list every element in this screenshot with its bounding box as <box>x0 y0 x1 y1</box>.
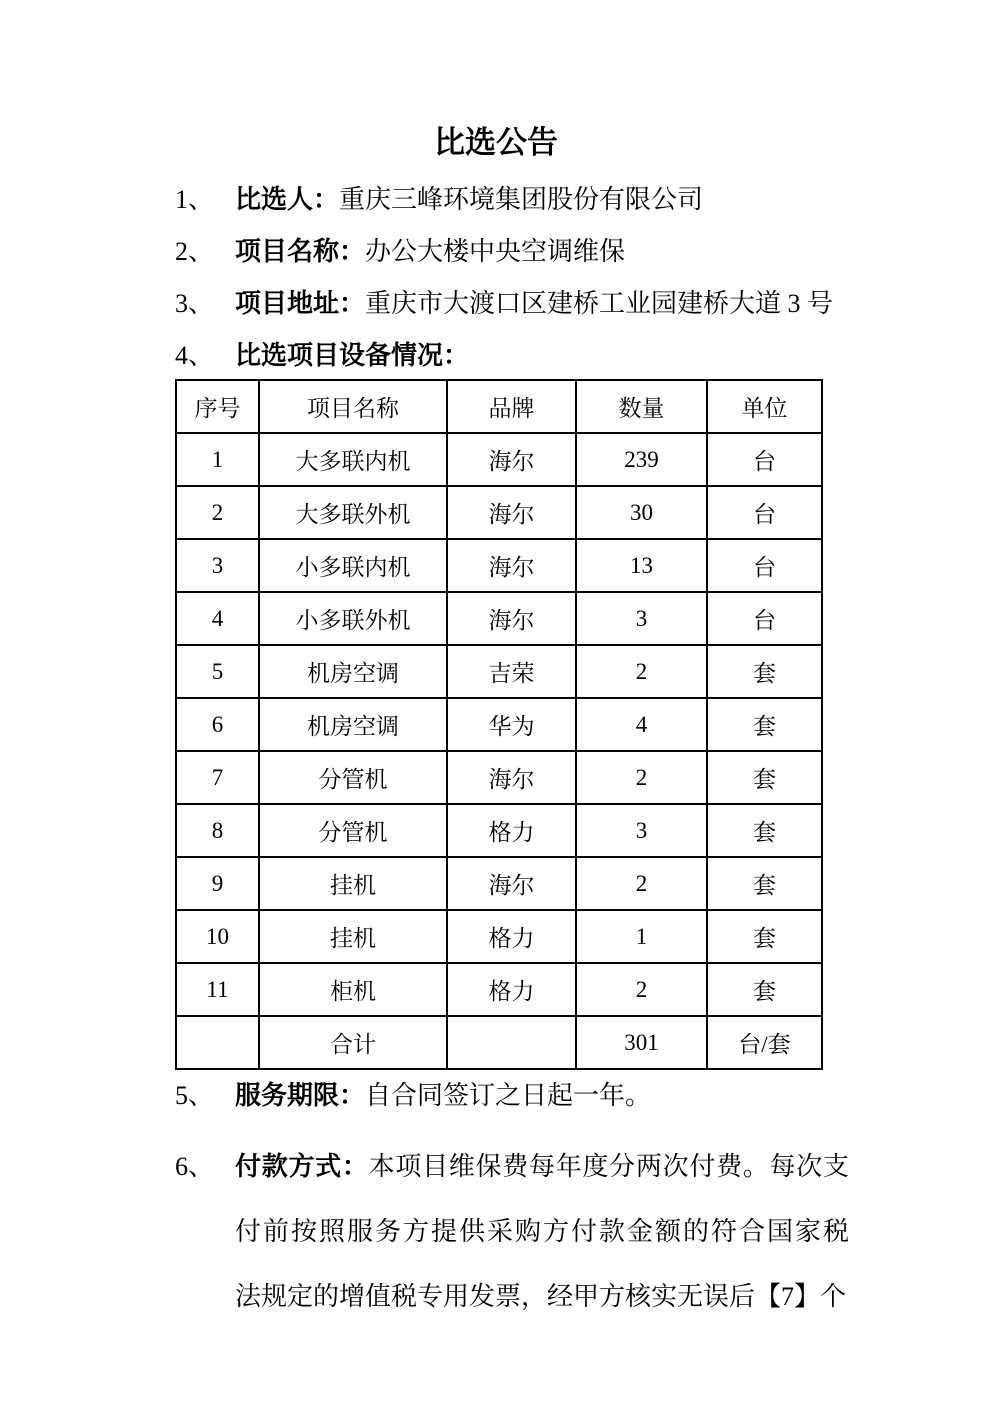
item-number: 3、 <box>175 289 215 318</box>
table-cell: 3 <box>576 592 707 645</box>
table-cell: 套 <box>707 645 822 698</box>
table-cell: 2 <box>576 857 707 910</box>
equipment-table <box>175 379 823 1070</box>
table-cell: 海尔 <box>447 857 576 910</box>
table-row <box>176 645 822 698</box>
table-cell: 4 <box>576 698 707 751</box>
table-cell: 分管机 <box>259 804 447 857</box>
item-text: 自合同签订之日起一年。 <box>365 1081 652 1110</box>
table-cell: 海尔 <box>447 539 576 592</box>
table-cell: 301 <box>576 1016 707 1069</box>
table-cell: 套 <box>707 910 822 963</box>
table-cell: 柜机 <box>259 963 447 1016</box>
table-cell: 海尔 <box>447 486 576 539</box>
table-row <box>176 592 822 645</box>
list-item-3 <box>175 289 833 319</box>
table-cell: 4 <box>176 592 259 645</box>
table-row <box>176 804 822 857</box>
table-cell: 格力 <box>447 910 576 963</box>
table-cell: 挂机 <box>259 857 447 910</box>
table-row <box>176 433 822 486</box>
table-header-row <box>176 380 822 433</box>
table-cell: 台/套 <box>707 1016 822 1069</box>
item-text: 本项目维保费每年度分两次付费。每次支 <box>368 1152 849 1181</box>
table-cell: 1 <box>176 433 259 486</box>
table-header-cell: 品牌 <box>447 380 576 433</box>
table-cell: 2 <box>576 645 707 698</box>
item-label: 比选项目设备情况： <box>235 341 470 370</box>
list-item-4 <box>175 341 469 371</box>
table-cell: 13 <box>576 539 707 592</box>
table-cell: 小多联内机 <box>259 539 447 592</box>
table-cell: 大多联内机 <box>259 433 447 486</box>
table-cell: 格力 <box>447 963 576 1016</box>
table-cell: 台 <box>707 539 822 592</box>
table-cell: 华为 <box>447 698 576 751</box>
table-header-cell: 数量 <box>576 380 707 433</box>
table-cell: 机房空调 <box>259 645 447 698</box>
table-row <box>176 963 822 1016</box>
item-number: 2、 <box>175 237 215 266</box>
table-cell: 5 <box>176 645 259 698</box>
table-cell: 2 <box>576 751 707 804</box>
table-row <box>176 910 822 963</box>
table-cell: 套 <box>707 698 822 751</box>
paragraph-line <box>235 1134 849 1199</box>
table-row <box>176 857 822 910</box>
table-cell: 11 <box>176 963 259 1016</box>
list-item-6 <box>175 1134 849 1329</box>
table-cell: 台 <box>707 486 822 539</box>
table-cell: 套 <box>707 751 822 804</box>
table-cell <box>447 1016 576 1069</box>
table-cell: 8 <box>176 804 259 857</box>
item-label: 付款方式： <box>235 1152 369 1181</box>
item-number: 5、 <box>175 1081 215 1110</box>
table-header-cell: 单位 <box>707 380 822 433</box>
paragraph-line: 付前按照服务方提供采购方付款金额的符合国家税 <box>235 1217 849 1246</box>
list-item-2 <box>175 237 625 267</box>
table-cell: 套 <box>707 857 822 910</box>
table-cell: 239 <box>576 433 707 486</box>
table-cell: 6 <box>176 698 259 751</box>
item-label: 服务期限： <box>235 1081 366 1110</box>
item-number: 4、 <box>175 341 215 370</box>
table-total-row <box>176 1016 822 1069</box>
table-cell: 10 <box>176 910 259 963</box>
table-cell: 格力 <box>447 804 576 857</box>
table-cell: 2 <box>576 963 707 1016</box>
table-cell: 分管机 <box>259 751 447 804</box>
table-cell: 海尔 <box>447 751 576 804</box>
item-label: 项目名称： <box>235 237 366 266</box>
table-cell: 3 <box>176 539 259 592</box>
list-item-1 <box>175 185 703 215</box>
table-header-cell: 序号 <box>176 380 259 433</box>
item-text: 重庆三峰环境集团股份有限公司 <box>339 185 704 214</box>
table-cell: 海尔 <box>447 433 576 486</box>
table-header-cell: 项目名称 <box>259 380 447 433</box>
item-text: 重庆市大渡口区建桥工业园建桥大道 3 号 <box>365 289 834 318</box>
item-label: 项目地址： <box>235 289 366 318</box>
table-cell: 1 <box>576 910 707 963</box>
table-cell: 机房空调 <box>259 698 447 751</box>
item-text: 办公大楼中央空调维保 <box>365 237 626 266</box>
table-cell: 套 <box>707 963 822 1016</box>
list-item-5 <box>175 1081 651 1111</box>
table-cell: 吉荣 <box>447 645 576 698</box>
table-cell: 套 <box>707 804 822 857</box>
table-cell: 台 <box>707 592 822 645</box>
table-cell: 30 <box>576 486 707 539</box>
table-row <box>176 539 822 592</box>
table-cell: 大多联外机 <box>259 486 447 539</box>
paragraph-line: 法规定的增值税专用发票，经甲方核实无误后【7】个 <box>235 1282 847 1311</box>
table-row <box>176 486 822 539</box>
item-label: 比选人： <box>235 185 340 214</box>
table-cell: 合计 <box>259 1016 447 1069</box>
table-row <box>176 698 822 751</box>
table-cell: 2 <box>176 486 259 539</box>
item-number: 6、 <box>175 1152 215 1181</box>
table-cell: 挂机 <box>259 910 447 963</box>
table-cell: 7 <box>176 751 259 804</box>
table-cell: 海尔 <box>447 592 576 645</box>
table-row <box>176 751 822 804</box>
table-cell: 小多联外机 <box>259 592 447 645</box>
document-title: 比选公告 <box>434 125 558 160</box>
table-cell <box>176 1016 259 1069</box>
table-cell: 台 <box>707 433 822 486</box>
table-cell: 9 <box>176 857 259 910</box>
table-cell: 3 <box>576 804 707 857</box>
item-number: 1、 <box>175 185 215 214</box>
